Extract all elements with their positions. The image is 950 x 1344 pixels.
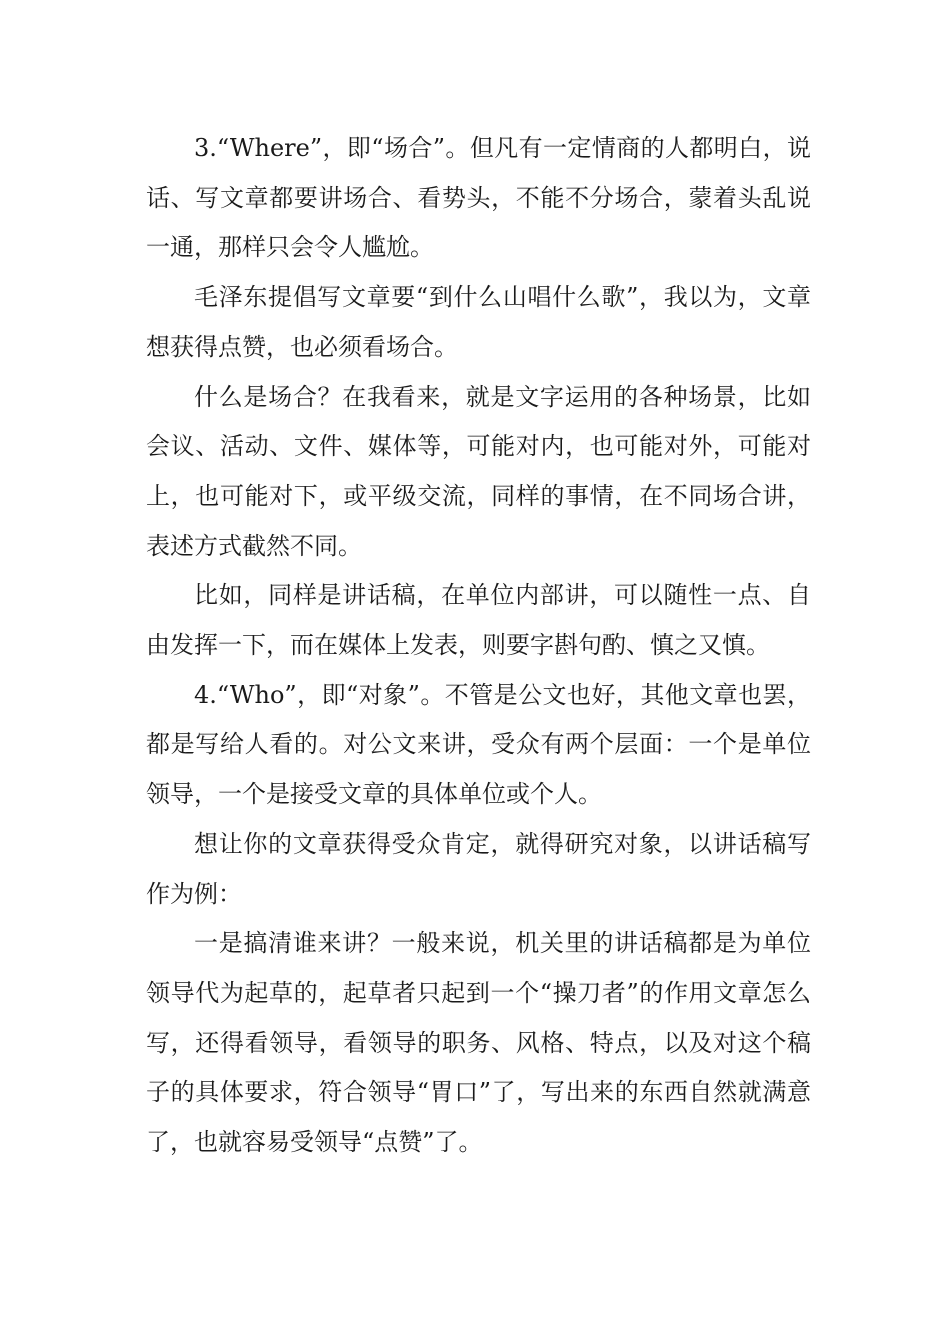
paragraph-speech-example: 比如，同样是讲话稿，在单位内部讲，可以随性一点、自由发挥一下，而在媒体上发表，则要字斟句酌、慎之又慎。 — [146, 581, 811, 660]
paragraph-mao-quote: 毛泽东提倡写文章要“到什么山唱什么歌”，我以为，文章想获得点赞，也必须看场合。 — [146, 283, 811, 361]
paragraph-study-audience: 想让你的文章获得受众肯定，就得研究对象，以讲话稿写作为例： — [146, 829, 811, 908]
paragraph-who: 4.“Who”，即“对象”。不管是公文也好，其他文章也罢，都是写给人看的。对公文来讲，受众有两个层面：一个是单位领导，一个是接受文章的具体单位或个人。 — [146, 680, 811, 809]
document-body — [146, 124, 811, 1168]
paragraph-where: 3.“Where”，即“场合”。但凡有一定情商的人都明白，说话、写文章都要讲场合、看势头，不能不分场合，蒙着头乱说一通，那样只会令人尴尬。 — [146, 134, 811, 262]
paragraph-who-speaks: 一是搞清谁来讲？一般来说，机关里的讲话稿都是为单位领导代为起草的，起草者只起到一个“操刀者”的作用文章怎么写，还得看领导，看领导的职务、风格、特点，以及对这个稿子的具体要求，符合领导“胃口”了，写出来的东西自然就满意了，也就容易受领导“点赞”了。 — [146, 929, 811, 1157]
paragraph-what-is-occasion: 什么是场合？在我看来，就是文字运用的各种场景，比如会议、活动、文件、媒体等，可能对内，也可能对外，可能对上，也可能对下，或平级交流，同样的事情，在不同场合讲，表述方式截然不同。 — [146, 382, 811, 560]
